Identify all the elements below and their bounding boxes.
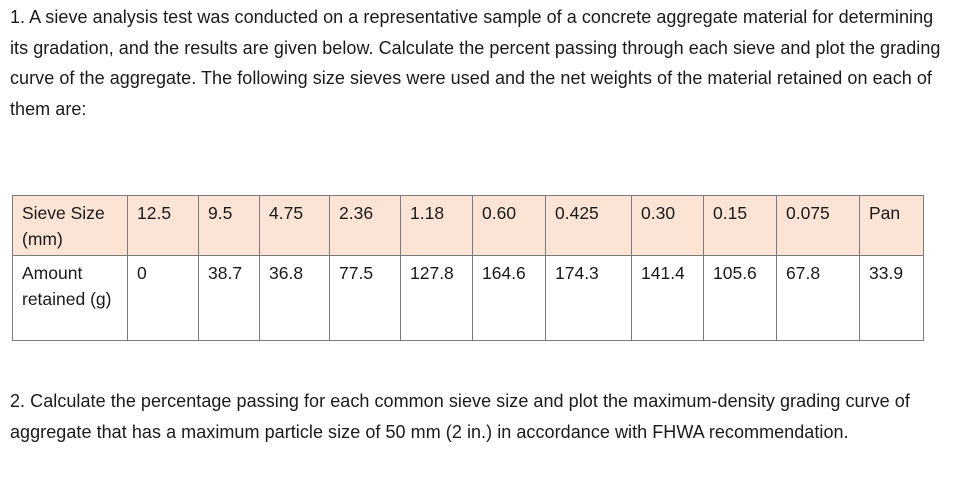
amount-retained-cell: 77.5 (330, 256, 401, 341)
question-2-text: 2. Calculate the percentage passing for each common sieve size and plot the maximum-density grading curve of aggregate that has a maximum particle size of 50 mm (2 in.) in accordance with FHWA recommendation. (10, 391, 910, 442)
sieve-size-cell: Pan (860, 196, 924, 256)
sieve-size-cell: 9.5 (199, 196, 260, 256)
sieve-size-cell: 0.30 (632, 196, 704, 256)
sieve-size-cell: 1.18 (401, 196, 473, 256)
amount-retained-cell: 67.8 (777, 256, 860, 341)
sieve-size-cell: 2.36 (330, 196, 401, 256)
question-1-text: 1. A sieve analysis test was conducted on a representative sample of a concrete aggregate material for determining its gradation, and the results are given below. Calculate the percent passing through each sieve and plot the grading curve of the aggregate. The following size sieves were used and the net weights of the material retained on each of them are: (10, 7, 941, 119)
amount-retained-row (13, 256, 924, 341)
sieve-size-cell: 0.075 (777, 196, 860, 256)
amount-retained-cell: 0 (128, 256, 199, 341)
sieve-size-cell: 0.60 (473, 196, 546, 256)
amount-retained-header: Amount retained (g) (13, 256, 128, 341)
sieve-size-cell: 12.5 (128, 196, 199, 256)
amount-retained-cell: 164.6 (473, 256, 546, 341)
sieve-size-cell: 0.425 (546, 196, 632, 256)
sieve-size-header: Sieve Size (mm) (13, 196, 128, 256)
sieve-size-cell: 0.15 (704, 196, 777, 256)
sieve-analysis-table (12, 195, 924, 341)
amount-retained-cell: 174.3 (546, 256, 632, 341)
amount-retained-cell: 36.8 (260, 256, 330, 341)
sieve-size-row (13, 196, 924, 256)
amount-retained-cell: 127.8 (401, 256, 473, 341)
amount-retained-cell: 33.9 (860, 256, 924, 341)
sieve-size-cell: 4.75 (260, 196, 330, 256)
amount-retained-cell: 141.4 (632, 256, 704, 341)
amount-retained-cell: 105.6 (704, 256, 777, 341)
amount-retained-cell: 38.7 (199, 256, 260, 341)
